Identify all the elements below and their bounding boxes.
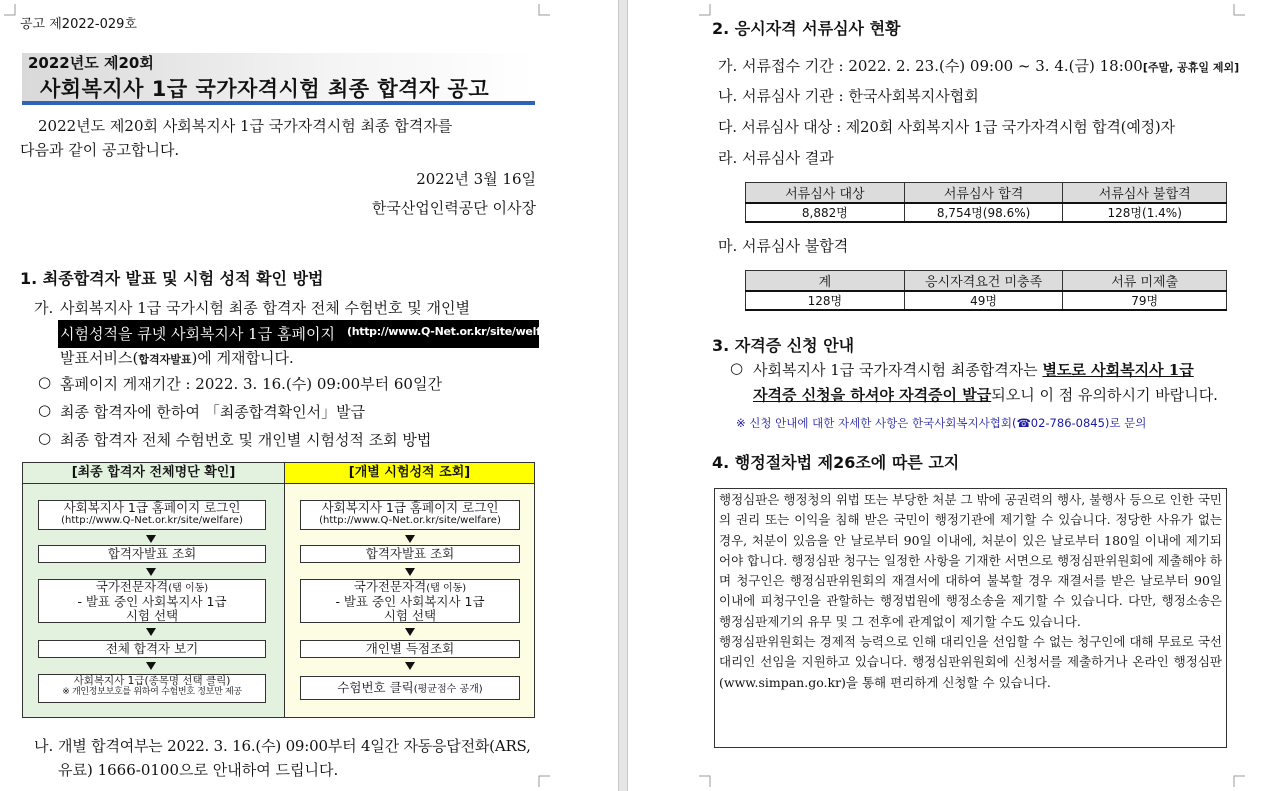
bullet-circle-icon: ○ — [730, 359, 744, 377]
flow-qual-line-2: - 발표 중인 사회복지사 1급 — [335, 593, 485, 609]
flow-left-final-box — [38, 674, 266, 703]
intro-line-2: 다음과 같이 공고합니다. — [20, 141, 180, 159]
table-header: 계 — [746, 271, 905, 292]
crop-mark-icon — [699, 4, 711, 16]
section-2-na: 나. 서류심사 기관 : 한국사회복지사협회 — [718, 87, 979, 105]
arrow-down-icon — [146, 568, 156, 576]
item-na-line-2: 유료) 1666-0100으로 안내하여 드립니다. — [58, 761, 339, 779]
flow-qual-label: 국가전문자격 — [95, 579, 169, 594]
flow-left-result-box: 합격자발표 조회 — [38, 545, 266, 563]
arrow-down-icon — [146, 628, 156, 636]
flow-right-qual-box — [300, 579, 520, 623]
section-2-ma: 마. 서류심사 불합격 — [718, 237, 849, 255]
section-3-bold-2: 자격증 신청을 하셔야 자격증이 발급 — [753, 386, 992, 404]
table-header: 서류심사 대상 — [746, 183, 905, 204]
section-3-heading: 3. 자격증 신청 안내 — [712, 336, 855, 355]
flow-qual-line-3: 시험 선택 — [125, 607, 179, 623]
flow-login-label: 사회복지사 1급 홈페이지 로그인 — [321, 500, 499, 515]
table-cell: 49명 — [904, 291, 1063, 310]
flow-right-final-label: 수험번호 클릭 — [337, 680, 414, 695]
flow-left-login-box — [38, 500, 266, 530]
flow-qual-tab-note: (탭 이동) — [426, 583, 467, 594]
flow-left-final-line-1: 사회복지사 1급(종목명 선택 클릭) — [73, 675, 231, 687]
flow-login-url: (http://www.Q-Net.or.kr/site/welfare) — [319, 515, 501, 527]
item-ga-line-3b: )에 게재합니다. — [191, 349, 294, 367]
announcement-date: 2022년 3월 16일 — [416, 170, 536, 188]
arrow-down-icon — [146, 662, 156, 670]
admin-appeal-notice-box — [714, 488, 1227, 748]
section-2-heading: 2. 응시자격 서류심사 현황 — [712, 19, 901, 38]
bullet-circle-icon: ○ — [38, 373, 52, 391]
crop-mark-icon — [1233, 4, 1245, 16]
bullet-circle-icon: ○ — [38, 429, 52, 447]
notice-paragraph-1: 행정심판은 행정청의 위법 또는 부당한 처분 그 밖에 공권력의 행사, 불행사 등으로 인한 국민의 권리 또는 이익을 침해 받은 국민이 행정기관에 제기할 수 있습니다. 정당한 사유가 없는 경우, 처분이 있음을 안 날로부터 90일 이내에, 처분이 있은 날로부터 180일 이내에 제기되어야 합니다. 행정심판 청구는 일정한 사항을 기재한 서면으로 행정심판위원회에 제출해야 하며 청구인은 행정심판위원회의 재결서에 대하여 불복할 경우 재결서를 받은 날로부터 90일 이내에 피청구인을 관할하는 행정법원에 행정소송을 제기할 수 있습니다. 다만, 행정소송은 행정심판제기의 유무 및 그 전후에 관계없이 제기할 수도 있습니다. — [719, 492, 1222, 629]
section-3-bold-1: 별도로 사회복지사 1급 — [1042, 361, 1194, 379]
bullet-item-1: 홈페이지 게재기간 : 2022. 3. 16.(수) 09:00부터 60일간 — [60, 375, 442, 393]
page-title: 사회복지사 1급 국가자격시험 최종 합격자 공고 — [40, 77, 490, 101]
crop-mark-icon — [4, 4, 16, 16]
table-cell: 8,754명(98.6%) — [904, 203, 1063, 222]
bullet-item-3: 최종 합격자 전체 수험번호 및 개인별 시험성적 조회 방법 — [60, 431, 432, 449]
bullet-circle-icon: ○ — [38, 401, 52, 419]
table-header: 서류 미제출 — [1063, 271, 1227, 292]
flow-qual-line-2: - 발표 중인 사회복지사 1급 — [77, 593, 227, 609]
doc-number: 공고 제2022-029호 — [20, 17, 137, 32]
table-header: 서류심사 불합격 — [1063, 183, 1227, 204]
notice-paragraph-2: 행정심판위원회는 경제적 능력으로 인해 대리인을 선임할 수 없는 청구인에 대해 무료로 국선대리인 선임을 지원하고 있습니다. 행정심판위원회에 신청서를 제출하거나 온라인 행정심판(www.simpan.go.kr)을 통해 편리하게 신청할 수 있습니다. — [719, 634, 1222, 690]
flow-qual-tab-note: (탭 이동) — [168, 583, 209, 594]
item-ga-line-3a: 발표서비스( — [60, 349, 139, 367]
table-cell: 128명 — [746, 291, 905, 310]
flow-right-final-note: (평균점수 공개) — [413, 684, 483, 695]
doc-review-fail-table — [745, 270, 1227, 311]
crop-mark-icon — [1233, 775, 1245, 787]
issuer: 한국산업인력공단 이사장 — [371, 199, 536, 217]
flow-right-login-box — [300, 500, 520, 530]
flow-left-all-box: 전체 합격자 보기 — [38, 640, 266, 658]
section-4-heading: 4. 행정절차법 제26조에 따른 고지 — [712, 453, 960, 472]
section-2-da: 다. 서류심사 대상 : 제20회 사회복지사 1급 국가자격시험 합격(예정)자 — [718, 118, 1175, 136]
item-na-marker: 나. — [34, 737, 54, 755]
crop-mark-icon — [538, 775, 550, 787]
section-3-note: ※ 신청 안내에 대한 자세한 사항은 한국사회복지사협회(☎02-786-0845)로 문의 — [736, 416, 1147, 430]
item-ga-line-3-small: 합격자발표 — [138, 353, 192, 366]
left-page — [0, 0, 618, 791]
qnet-url[interactable]: (http://www.Q-Net.or.kr/site/welfare) — [347, 325, 565, 338]
table-cell: 8,882명 — [746, 203, 905, 222]
title-year: 2022년도 제20회 — [28, 54, 154, 72]
arrow-down-icon — [405, 568, 415, 576]
page-gap — [618, 0, 628, 791]
intro-line-1: 2022년도 제20회 사회복지사 1급 국가자격시험 최종 합격자를 — [38, 117, 453, 135]
arrow-down-icon — [405, 628, 415, 636]
flow-right-header: [개별 시험성적 조회] — [284, 462, 535, 484]
flow-right-final-box — [300, 676, 520, 700]
section-3-text-b: 되오니 이 점 유의하시기 바랍니다. — [991, 386, 1218, 404]
flow-qual-line-3: 시험 선택 — [383, 607, 437, 623]
item-na-line-1: 개별 합격여부는 2022. 3. 16.(수) 09:00부터 4일간 자동응답전화(ARS, — [58, 737, 531, 755]
flow-right-result-box: 합격자발표 조회 — [300, 545, 520, 563]
table-cell: 79명 — [1063, 291, 1227, 310]
crop-mark-icon — [699, 775, 711, 787]
flow-login-label: 사회복지사 1급 홈페이지 로그인 — [63, 500, 241, 515]
flow-login-url: (http://www.Q-Net.or.kr/site/welfare) — [61, 515, 243, 527]
section-2-ga: 가. 서류접수 기간 : 2022. 2. 23.(수) 09:00 ~ 3. 4.(금) 18:00 — [718, 57, 1143, 75]
item-ga-line-1: 사회복지사 1급 국가시험 최종 합격자 전체 수험번호 및 개인별 — [60, 299, 470, 317]
section-1-heading: 1. 최종합격자 발표 및 시험 성적 확인 방법 — [20, 269, 324, 288]
flow-left-header: [최종 합격자 전체명단 확인] — [22, 462, 285, 484]
bullet-item-2: 최종 합격자에 한하여 「최종합격확인서」발급 — [60, 403, 366, 421]
section-2-ga-note: [주말, 공휴일 제외] — [1142, 61, 1240, 74]
item-ga-marker: 가. — [34, 299, 54, 317]
table-header: 서류심사 합격 — [904, 183, 1063, 204]
section-3-text-a: 사회복지사 1급 국가자격시험 최종합격자는 — [753, 361, 1043, 379]
doc-review-result-table — [745, 182, 1227, 223]
crop-mark-icon — [538, 4, 550, 16]
arrow-down-icon — [405, 662, 415, 670]
flow-left-qual-box — [38, 579, 266, 623]
flow-qual-label: 국가전문자격 — [353, 579, 427, 594]
flow-right-score-box: 개인별 득점조회 — [300, 640, 520, 658]
item-ga-line-2: 시험성적을 큐넷 사회복지사 1급 홈페이지 — [60, 325, 335, 343]
arrow-down-icon — [405, 535, 415, 543]
arrow-down-icon — [146, 535, 156, 543]
table-cell: 128명(1.4%) — [1063, 203, 1227, 222]
flow-left-final-line-2: ※ 개인정보보호를 위하여 수험번호 정보만 제공 — [62, 687, 242, 698]
section-2-ra: 라. 서류심사 결과 — [718, 149, 834, 167]
table-header: 응시자격요건 미충족 — [904, 271, 1063, 292]
